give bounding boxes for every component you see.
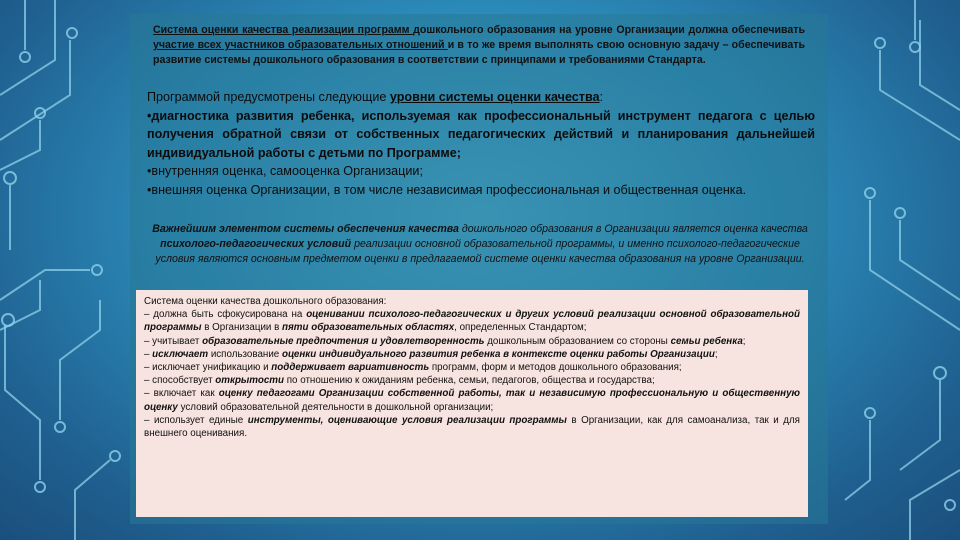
system-requirements-box (136, 290, 808, 517)
box-item-7: – использует единые инструменты, оценивающие условия реализации программы в Организации, как для самоанализа, так и для внешнего оценивания. (144, 414, 800, 440)
box-item-5: – способствует открытости по отношению к ожиданиям ребенка, семьи, педагогов, общества и государства; (144, 375, 655, 387)
key-element-paragraph (147, 222, 813, 268)
key-element-bold-1: Важнейшим элементом системы обеспечения качества (152, 223, 459, 235)
key-element-text-1: дошкольного образования в Организации является оценка качества (458, 223, 808, 235)
box-item-1: – должна быть сфокусирована на оценивании психолого-педагогических и других условий реализации основной образовательной программы в Организации в пяти образовательных областях, определенных Стандартом; (144, 309, 800, 334)
key-element-text-2: реализации основной образовательной программы, и именно психолого-педагогические условия являются основным предметом оценки в предлагаемой системе оценки качества образования на уровне Организации. (155, 238, 805, 266)
box-item-4: – исключает унификацию и поддерживает вариативность программ, форм и методов дошкольного образования; (144, 362, 682, 374)
intro-underlined-1: Система оценки качества реализации программ (153, 24, 414, 36)
level-item-1: •диагностика развития ребенка, используемая как профессиональный инструмент педагога с целью получения обратной связи от собственных педагогических действий и планирования дальнейшей индивидуальной работы с детьми по Программе; (147, 108, 815, 160)
box-item-2: – учитывает образовательные предпочтения и удовлетворенность дошкольным образованием со стороны семьи ребенка; (144, 335, 746, 347)
intro-underlined-2: участие всех участников образовательных отношений (153, 39, 448, 51)
intro-paragraph (153, 23, 805, 68)
key-element-bold-2: психолого-педагогических условий (160, 238, 352, 251)
levels-intro-end: : (599, 90, 604, 104)
intro-text-1: дошкольного образования на уровне Организации должна обеспечивать (413, 24, 805, 36)
levels-intro-underlined: уровни системы оценки качества (389, 90, 600, 104)
levels-intro: Программой предусмотрены следующие (147, 90, 390, 104)
level-item-2: •внутренняя оценка, самооценка Организации; (147, 164, 423, 179)
box-item-6: – включает как оценку педагогами Организации собственной работы, так и независимую профессиональную и общественную оценку условий образовательной деятельности в дошкольной организации; (144, 388, 800, 413)
box-title: Система оценки качества дошкольного образования: (144, 296, 387, 307)
levels-paragraph (147, 88, 815, 200)
box-item-3: – исключает использование оценки индивидуального развития ребенка в контексте оценки работы Организации; (144, 348, 718, 360)
level-item-3: •внешняя оценка Организации, в том числе независимая профессиональная и общественная оценка. (147, 182, 747, 197)
intro-text-2: и в то же время выполнять свою основную задачу – обеспечивать развитие системы дошкольного образования в соответствии с принципами и требованиями Стандарта. (153, 39, 805, 66)
